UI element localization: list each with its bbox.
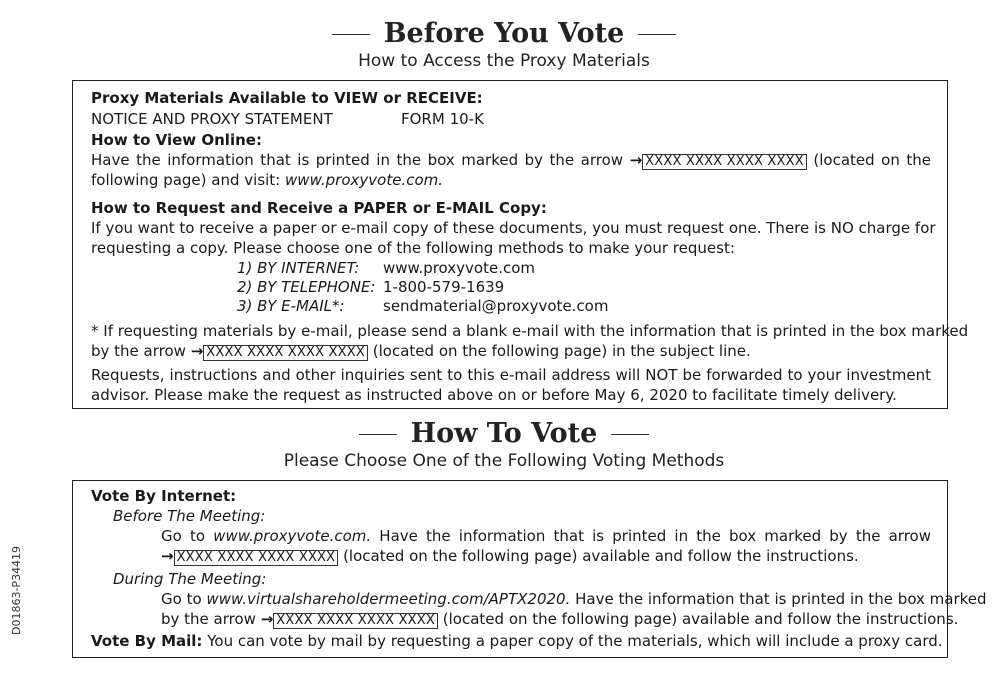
vote-mail-line [91, 632, 943, 651]
document-code: D01863-P34419 [10, 545, 23, 635]
before-meeting-line1 [161, 527, 931, 546]
request-copy-line2: requesting a copy. Please choose one of the following methods to make your request: [91, 239, 735, 257]
during-meeting-label: During The Meeting: [113, 570, 267, 588]
doc-notice-proxy: NOTICE AND PROXY STATEMENT [91, 110, 333, 128]
email-note-line1: * If requesting materials by e-mail, please send a blank e-mail with the information that is printed in the box marked [91, 322, 969, 340]
proxy-materials-box [72, 80, 969, 409]
view-online-text [91, 151, 931, 170]
proxyvote-link[interactable]: www.proxyvote.com. [213, 527, 372, 545]
during-meeting-line2-text: (located on the following page) available and follow the instructions. [442, 610, 959, 628]
method-telephone-value[interactable]: 1-800-579-1639 [383, 278, 505, 296]
during-by-the-arrow: by the arrow [161, 610, 256, 628]
view-online-text-c: following page) and visit: [91, 171, 281, 189]
control-number-box: XXXX XXXX XXXX XXXX [273, 613, 438, 629]
email-note-line2-a: by the arrow [91, 342, 186, 360]
doc-form-10k: FORM 10-K [401, 110, 484, 128]
method-telephone [237, 278, 504, 297]
how-to-vote-title [0, 418, 1008, 449]
arrow-icon: → [190, 342, 204, 360]
before-you-vote-title-text: Before You Vote [383, 18, 625, 49]
before-meeting-line2-text: (located on the following page) available and follow the instructions. [343, 547, 859, 565]
during-meeting-line1 [161, 590, 987, 609]
method-email-value[interactable]: sendmaterial@proxyvote.com [383, 297, 609, 315]
requests-notice-line2: advisor. Please make the request as instructed above on or before May 6, 2020 to facilitate timely delivery. [91, 386, 897, 404]
title-rule-right [611, 434, 649, 435]
view-online-text-a: Have the information that is printed in the box marked by the arrow [91, 151, 624, 169]
method-email [237, 297, 608, 316]
request-copy-heading: How to Request and Receive a PAPER or E-MAIL Copy: [91, 199, 547, 217]
title-rule-left [359, 434, 397, 435]
vote-mail-heading: Vote By Mail: [91, 632, 203, 650]
access-proxy-subtitle: How to Access the Proxy Materials [358, 51, 650, 71]
during-meeting-line2 [161, 610, 958, 629]
control-number-box: XXXX XXXX XXXX XXXX [642, 154, 807, 170]
email-note-line2 [91, 342, 751, 361]
voting-methods-box [72, 480, 987, 658]
virtual-meeting-link[interactable]: www.virtualshareholdermeeting.com/APTX2020. [206, 590, 571, 608]
arrow-icon: → [629, 151, 643, 169]
voting-methods-subtitle: Please Choose One of the Following Voting Methods [283, 451, 725, 471]
vote-mail-text: You can vote by mail by requesting a paper copy of the materials, which will include a proxy card. [207, 632, 943, 650]
before-go-to: Go to [161, 527, 206, 545]
before-meeting-line2 [161, 547, 859, 566]
method-telephone-label: 2) BY TELEPHONE: [237, 278, 376, 296]
before-you-vote-title [0, 18, 1008, 49]
method-email-label: 3) BY E-MAIL*: [237, 297, 345, 315]
arrow-icon: → [260, 610, 274, 628]
materials-heading: Proxy Materials Available to VIEW or RECEIVE: [91, 89, 483, 107]
view-online-heading: How to View Online: [91, 131, 262, 149]
before-meeting-label: Before The Meeting: [113, 507, 266, 525]
vote-internet-heading: Vote By Internet: [91, 487, 237, 505]
view-online-text-b: (located on the [813, 151, 931, 169]
method-internet-value[interactable]: www.proxyvote.com [383, 259, 535, 277]
control-number-box: XXXX XXXX XXXX XXXX [174, 550, 339, 566]
during-meeting-instructions: Have the information that is printed in the box marked [575, 590, 987, 608]
control-number-box: XXXX XXXX XXXX XXXX [203, 345, 368, 361]
before-meeting-instructions: Have the information that is printed in the box marked by the arrow [379, 527, 931, 545]
arrow-icon: → [161, 547, 174, 565]
view-online-text-line2 [91, 171, 443, 190]
how-to-vote-title-text: How To Vote [410, 418, 598, 449]
requests-notice-line1: Requests, instructions and other inquiries sent to this e-mail address will NOT be forwarded to your investment [91, 366, 931, 384]
request-copy-line1: If you want to receive a paper or e-mail copy of these documents, you must request one. There is NO charge for [91, 219, 936, 237]
method-internet [237, 259, 535, 278]
title-rule-right [638, 34, 676, 35]
proxyvote-link[interactable]: www.proxyvote.com. [285, 171, 443, 189]
method-internet-label: 1) BY INTERNET: [237, 259, 360, 277]
title-rule-left [332, 34, 370, 35]
email-note-line2-b: (located on the following page) in the subject line. [372, 342, 751, 360]
during-go-to: Go to [161, 590, 202, 608]
